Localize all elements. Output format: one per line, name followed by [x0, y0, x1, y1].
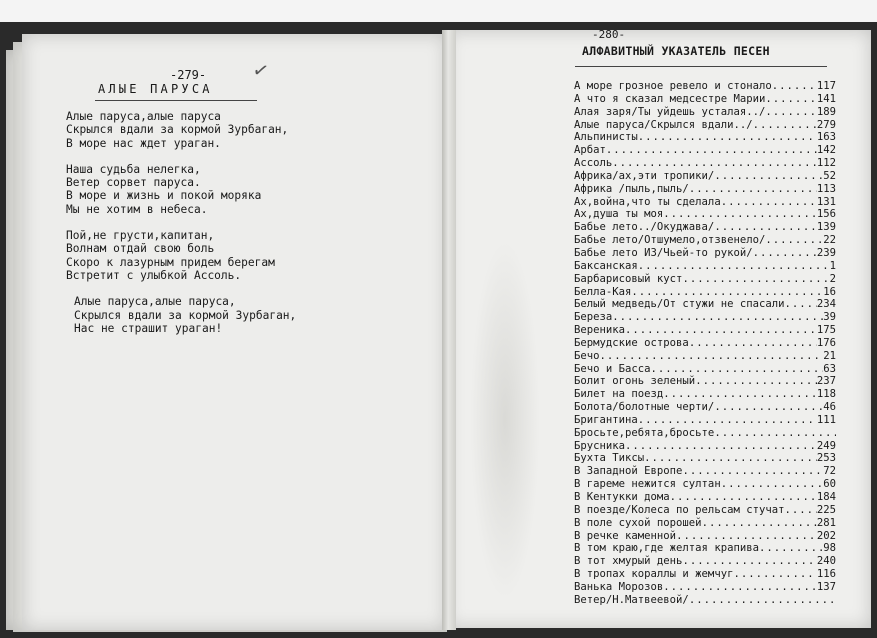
index-entry-page: 1	[829, 259, 836, 272]
dot-leader	[663, 388, 817, 401]
index-entry-title: Ветер/Н.Матвеевой/	[574, 593, 689, 606]
index-entry-page: 63	[823, 362, 836, 375]
index-entry-title: Бабье лето/Отшумело,отзвенело/	[574, 234, 766, 247]
dot-leader	[682, 273, 829, 286]
index-entry	[574, 375, 836, 388]
index-entry-title: Африка /пыль,пыль/	[574, 182, 689, 195]
index-entry	[574, 286, 836, 299]
dot-leader	[689, 594, 836, 607]
index-entry-page: 279	[816, 118, 836, 131]
index-entry-title: В речке каменной	[574, 529, 677, 542]
index-entry	[574, 196, 836, 209]
index-entry-title: Арбат	[574, 144, 606, 157]
index-entry	[574, 594, 836, 607]
index-entry-title: Бабье лето ИЗ/Чьей-то рукой/	[574, 246, 753, 259]
index-entry-page: 142	[816, 144, 836, 157]
dot-leader	[784, 298, 816, 311]
dot-leader	[784, 504, 816, 517]
index-entry	[574, 555, 836, 568]
index-entry-page: 2	[829, 272, 836, 285]
dot-leader	[721, 478, 824, 491]
index-entry-page: 141	[816, 92, 836, 105]
dot-leader	[689, 337, 817, 350]
page-stain	[470, 240, 540, 600]
index-entry	[574, 170, 836, 183]
lyric-line: Алые паруса,алые паруса	[66, 110, 221, 123]
dot-leader	[733, 568, 816, 581]
index-entry	[574, 260, 836, 273]
index-entry-page: 21	[823, 349, 836, 362]
index-entry	[574, 401, 836, 414]
dot-leader	[682, 555, 816, 568]
lyric-line: Встретит с улыбкой Ассоль.	[66, 268, 242, 282]
index-entry	[574, 311, 836, 324]
book-spine	[442, 30, 456, 630]
dot-leader	[663, 581, 817, 594]
dot-leader	[759, 542, 823, 555]
index-title: АЛФАВИТНЫЙ УКАЗАТЕЛЬ ПЕСЕН	[582, 44, 770, 58]
lyric-line: Нас не страшит ураган!	[74, 321, 223, 335]
dot-leader	[765, 106, 817, 119]
dot-leader	[695, 375, 817, 388]
index-entry-title: Ах,война,что ты сделала	[574, 195, 721, 208]
dot-leader	[606, 144, 817, 157]
index-entry-title: Бросьте,ребята,бросьте	[574, 426, 715, 439]
check-mark-icon: ✓	[251, 56, 270, 85]
dot-leader	[753, 119, 817, 132]
dot-leader	[714, 401, 823, 414]
dot-leader	[631, 286, 823, 299]
lyric-line: Мы не хотим в небеса.	[66, 202, 208, 216]
index-entry-title: Баксанская	[574, 259, 638, 272]
index-entry-title: Алые паруса/Скрылся вдали../	[574, 118, 753, 131]
dot-leader	[625, 324, 817, 337]
index-entry	[574, 144, 836, 157]
index-entry	[574, 93, 836, 106]
index-entry-page: 156	[816, 208, 836, 221]
dot-leader	[772, 80, 817, 93]
dot-leader	[638, 260, 830, 273]
dot-leader	[702, 517, 817, 530]
index-entry-page: 98	[823, 542, 836, 555]
index-entry-page: 116	[816, 568, 836, 581]
lyric-line: Скрылся вдали за кормой Зурбаган,	[66, 123, 289, 137]
index-entry-title: Африка/ах,эти тропики/	[574, 169, 715, 182]
index-entry	[574, 478, 836, 491]
index-entry-title: Бечо	[574, 349, 600, 362]
index-entry-page: 176	[816, 336, 836, 349]
index-entry-title: Белла-Кая	[574, 285, 632, 298]
index-entry	[574, 504, 836, 517]
index-entry-page: 72	[823, 465, 836, 478]
index-entry	[574, 221, 836, 234]
index-entry-page: 60	[823, 478, 836, 491]
index-entry	[574, 157, 836, 170]
dot-leader	[721, 196, 817, 209]
dot-leader	[676, 530, 817, 543]
dot-leader	[753, 247, 817, 260]
index-entry-page: 175	[816, 324, 836, 337]
dot-leader	[670, 491, 817, 504]
dot-leader	[638, 414, 817, 427]
index-entry	[574, 465, 836, 478]
index-entry	[574, 119, 836, 132]
lyric-line: Ветер сорвет паруса.	[66, 176, 201, 190]
stanza	[66, 163, 426, 216]
index-entry-title: Вереника	[574, 324, 626, 337]
index-entry-page: 118	[816, 388, 836, 401]
index-entry-title: В поезде/Колеса по рельсам стучат	[574, 503, 785, 516]
lyric-line: Наша судьба нелегка,	[66, 162, 201, 176]
index-entry-title: Ах,душа ты моя	[574, 208, 664, 221]
index-entry-page: 131	[816, 195, 836, 208]
dot-leader	[682, 465, 823, 478]
index-entry-page: 137	[816, 580, 836, 593]
index-entry-page: 16	[823, 285, 836, 298]
left-page-number: -279-	[170, 68, 207, 82]
dot-leader	[765, 93, 817, 106]
index-entry-title: В поле сухой порошей	[574, 516, 702, 529]
lyric-line: Скоро к лазурным придем берегам	[66, 255, 275, 269]
index-entry-page: 163	[816, 131, 836, 144]
index-entry-page: 52	[823, 169, 836, 182]
index-entry	[574, 568, 836, 581]
index-entry	[574, 131, 836, 144]
lyric-line: Пой,не грусти,капитан,	[66, 229, 215, 243]
index-entry-title: В Кентукки дома	[574, 491, 670, 503]
dot-leader	[600, 350, 824, 363]
dot-leader	[714, 427, 836, 440]
index-entry	[574, 247, 836, 260]
song-title: АЛЫЕ ПАРУСА	[98, 82, 213, 96]
index-entry-page: 117	[816, 80, 836, 92]
index-entry-page: 253	[816, 452, 836, 465]
index-entry-title: В Западной Европе	[574, 465, 683, 478]
index-entry-title: Билет на поезд	[574, 388, 664, 401]
index-entry-title: Бригантина	[574, 413, 638, 426]
dot-leader	[714, 170, 823, 183]
index-entry	[574, 388, 836, 401]
index-entry-page: 240	[816, 555, 836, 568]
index-entry-title: Барбарисовый куст	[574, 272, 683, 285]
index-entry	[574, 427, 836, 440]
index-entry-page: 234	[816, 298, 836, 311]
index-entry	[574, 234, 836, 247]
index-entry-page: 113	[816, 182, 836, 195]
index-entry-page: 189	[816, 105, 836, 118]
index-entry-title: Ванька Морозов	[574, 580, 664, 593]
index-entry	[574, 324, 836, 337]
index-entry-title: Белый медведь/От стужи не спасали	[574, 298, 785, 311]
index-entry-page: 39	[823, 311, 836, 324]
song-index-list	[574, 80, 836, 607]
index-entry-title: Альпинисты	[574, 131, 638, 144]
index-entry-page: 111	[816, 413, 836, 426]
title-underline	[95, 100, 257, 101]
index-entry	[574, 414, 836, 427]
index-entry	[574, 363, 836, 376]
index-entry-page: 239	[816, 246, 836, 259]
stanza	[66, 229, 426, 282]
dot-leader	[765, 234, 823, 247]
index-entry-title: Береза	[574, 311, 613, 324]
index-entry	[574, 208, 836, 221]
index-entry-page: 225	[816, 503, 836, 516]
dot-leader	[625, 440, 817, 453]
index-entry-title: Брусника	[574, 439, 626, 452]
index-entry-page: 281	[816, 516, 836, 529]
index-entry	[574, 581, 836, 594]
index-entry-page: 139	[816, 221, 836, 234]
index-entry	[574, 350, 836, 363]
stanza	[66, 295, 426, 335]
index-entry-page: 237	[816, 375, 836, 388]
index-entry-title: Бечо и Басса	[574, 362, 651, 375]
index-entry-title: А что я сказал медсестре Марии	[574, 92, 766, 105]
lyric-line: Скрылся вдали за кормой Зурбаган,	[74, 308, 297, 322]
index-entry-title: Алая заря/Ты уйдешь усталая../	[574, 105, 766, 118]
index-entry-title: Бухта Тиксы	[574, 452, 645, 465]
index-entry-title: А море грозное ревело и стонало	[574, 80, 772, 92]
dot-leader	[638, 131, 817, 144]
index-entry	[574, 106, 836, 119]
title-underline	[575, 66, 827, 67]
index-entry-title: Болота/болотные черти/	[574, 401, 715, 414]
index-entry	[574, 298, 836, 311]
dot-leader	[644, 452, 817, 465]
index-entry	[574, 530, 836, 543]
index-entry	[574, 183, 836, 196]
index-entry	[574, 517, 836, 530]
index-entry-title: В тот хмурый день	[574, 555, 683, 568]
index-entry	[574, 491, 836, 504]
index-entry-title: Болит огонь зеленый	[574, 375, 696, 388]
index-entry	[574, 440, 836, 453]
index-entry	[574, 337, 836, 350]
index-entry-page: 184	[816, 491, 836, 503]
song-lyrics	[66, 110, 426, 348]
dot-leader	[663, 208, 817, 221]
index-entry-title: В тропах кораллы и жемчуг	[574, 568, 734, 581]
index-entry	[574, 542, 836, 555]
dot-leader	[689, 183, 817, 196]
index-entry-title: В том краю,где желтая крапива	[574, 542, 759, 555]
right-page-number: -280-	[592, 28, 626, 41]
index-entry-title: В гареме нежится султан	[574, 478, 721, 491]
index-entry-page: 112	[816, 157, 836, 170]
index-entry-page: 202	[816, 529, 836, 542]
index-entry-title: Бабье лето../Окуджава/	[574, 221, 715, 234]
lyric-line: Алые паруса,алые паруса,	[74, 295, 236, 309]
lyric-line: В море и жизнь и покой моряка	[66, 189, 262, 203]
index-entry	[574, 273, 836, 286]
lyric-line: Волнам отдай свою боль	[66, 242, 215, 256]
dot-leader	[612, 157, 817, 170]
dot-leader	[612, 311, 823, 324]
index-entry-page: 22	[823, 234, 836, 247]
index-entry-page: 46	[823, 401, 836, 414]
index-entry-page: 249	[816, 439, 836, 452]
dot-leader	[714, 221, 817, 234]
index-entry-title: Бермудские острова	[574, 336, 689, 349]
stanza	[66, 110, 426, 150]
index-entry	[574, 452, 836, 465]
lyric-line: В море нас ждет ураган.	[66, 136, 221, 150]
dot-leader	[651, 363, 824, 376]
index-entry	[574, 80, 836, 93]
index-entry-title: Ассоль	[574, 157, 613, 170]
